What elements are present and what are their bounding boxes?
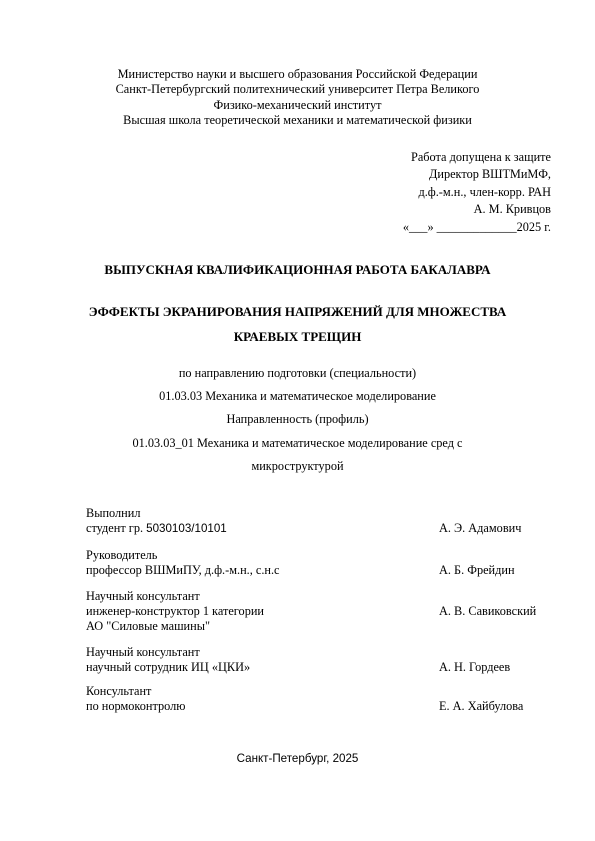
signature-consultant-1 — [86, 589, 537, 633]
signature-role: Консультант — [86, 684, 152, 698]
signature-name: Е. А. Хайбулова — [439, 699, 524, 713]
approval-line: д.ф.-м.н., член-корр. РАН — [418, 184, 551, 199]
institution-header — [0, 67, 595, 128]
profile-code-cont: микроструктурой — [251, 459, 344, 473]
signature-role: Научный консультант — [86, 645, 200, 659]
group-number: 5030103/10101 — [146, 521, 227, 535]
document-type: ВЫПУСКНАЯ КВАЛИФИКАЦИОННАЯ РАБОТА БАКАЛАВРА — [104, 262, 491, 277]
signature-position: профессор ВШМиПУ, д.ф.-м.н., с.н.с — [86, 562, 280, 577]
approval-line: Работа допущена к защите — [410, 150, 551, 164]
signature-normcontrol — [86, 684, 524, 714]
signature-supervisor — [86, 548, 515, 578]
institute-line: Физико-механический институт — [213, 97, 382, 112]
signature-name: А. В. Савиковский — [439, 604, 537, 618]
university-line: Санкт-Петербургский политехнический университет Петра Великого — [115, 82, 480, 97]
signature-role: Научный консультант — [86, 589, 200, 603]
thesis-title-line-1: ЭФФЕКТЫ ЭКРАНИРОВАНИЯ НАПРЯЖЕНИЙ ДЛЯ МНОЖЕСТВА — [88, 304, 507, 319]
signature-position: по нормоконтролю — [86, 698, 186, 713]
position-prefix: студент гр. — [86, 520, 147, 535]
signature-student — [86, 506, 522, 537]
city-year: Санкт-Петербург, 2025 — [236, 752, 359, 765]
signature-organization: АО "Силовые машины" — [86, 618, 210, 633]
signature-consultant-2 — [86, 645, 511, 675]
direction-label: по направлению подготовки (специальности) — [178, 366, 417, 380]
thesis-title-line-2: КРАЕВЫХ ТРЕЩИН — [233, 329, 362, 344]
approval-block — [403, 149, 551, 236]
signature-role: Выполнил — [86, 506, 141, 520]
signature-name: А. Э. Адамович — [439, 521, 522, 535]
signature-position: инженер-конструктор 1 категории — [86, 603, 265, 618]
direction-code: 01.03.03 Механика и математическое моделирование — [159, 389, 436, 403]
signature-position: научный сотрудник ИЦ «ЦКИ» — [86, 659, 251, 674]
approval-line: А. М. Кривцов — [473, 202, 551, 217]
school-line: Высшая школа теоретической механики и математической физики — [123, 112, 472, 127]
signature-role: Руководитель — [86, 548, 158, 562]
signature-name: А. Б. Фрейдин — [439, 563, 515, 577]
signature-name: А. Н. Гордеев — [439, 660, 511, 674]
profile-label: Направленность (профиль) — [226, 412, 369, 426]
profile-code: 01.03.03_01 Механика и математическое моделирование сред с — [132, 436, 463, 450]
ministry-line: Министерство науки и высшего образования Российской Федерации — [117, 67, 478, 81]
signature-position — [86, 521, 227, 537]
approval-line: Директор ВШТМиМФ, — [428, 167, 551, 182]
approval-date-line: «___» _____________2025 г. — [402, 219, 551, 234]
